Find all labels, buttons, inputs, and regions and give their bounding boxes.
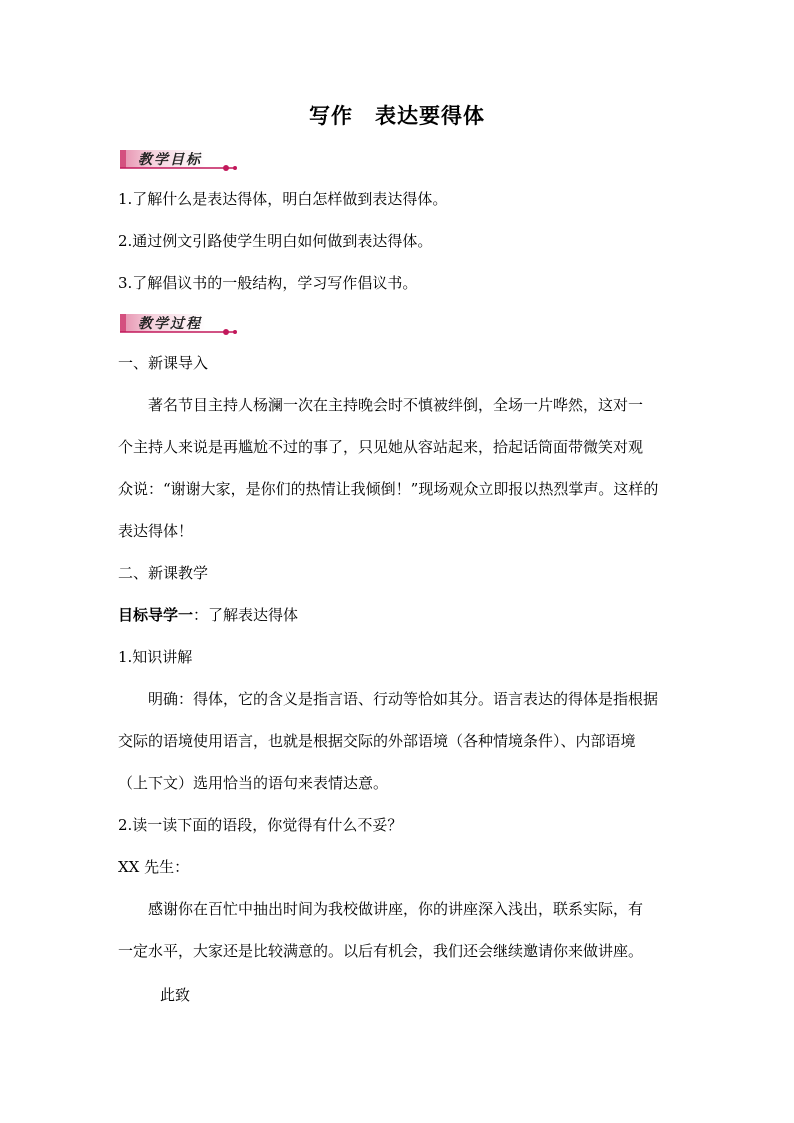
part1-paragraph-line: 个主持人来说是再尴尬不过的事了，只见她从容站起来，拾起话筒面带微笑对观: [118, 438, 644, 456]
part1-paragraph-line: 众说：“谢谢大家，是你们的热情让我倾倒！”现场观众立即报以热烈掌声。这样的: [118, 480, 659, 498]
explain-line: （上下文）选用恰当的语句来表情达意。: [118, 774, 389, 792]
goal-guide-suffix: ：了解表达得体: [193, 606, 299, 624]
part1-paragraph-line: 著名节目主持人杨澜一次在主持晚会时不慎被绊倒，全场一片哗然，这对一: [148, 396, 644, 414]
page-title: 写作 表达要得体: [309, 104, 485, 128]
goal-guide-line: [118, 605, 688, 625]
section-label-process: [118, 310, 240, 336]
goal-guide-prefix: 目标导学一: [118, 606, 194, 624]
explain-line: 交际的语境使用语言，也就是根据交际的外部语境（各种情境条件）、内部语境: [118, 732, 636, 750]
section-label-goals: [118, 146, 240, 172]
part2-heading: 二、新课教学: [118, 564, 209, 582]
goal-item-3: 3.了解倡议书的一般结构，学习写作倡议书。: [118, 274, 418, 292]
section-label-text: 教学目标: [138, 152, 202, 168]
item-knowledge: 1.知识讲解: [118, 648, 193, 666]
goal-item-2: 2.通过例文引路使学生明白如何做到表达得体。: [118, 232, 433, 250]
item-read: 2.读一读下面的语段，你觉得有什么不妥？: [118, 816, 403, 834]
letter-closing: 此致: [160, 986, 191, 1004]
section-label-text: 教学过程: [138, 316, 202, 332]
part1-heading: 一、新课导入: [118, 354, 209, 372]
explain-line: 明确：得体，它的含义是指言语、行动等恰如其分。语言表达的得体是指根据: [148, 690, 659, 708]
letter-line: 感谢你在百忙中抽出时间为我校做讲座，你的讲座深入浅出，联系实际，有: [148, 900, 644, 918]
letter-salutation: XX 先生：: [118, 858, 190, 876]
letter-line: 一定水平，大家还是比较满意的。以后有机会，我们还会继续邀请你来做讲座。: [118, 942, 644, 960]
goal-item-1: 1.了解什么是表达得体，明白怎样做到表达得体。: [118, 190, 448, 208]
part1-paragraph-line: 表达得体！: [118, 522, 194, 540]
